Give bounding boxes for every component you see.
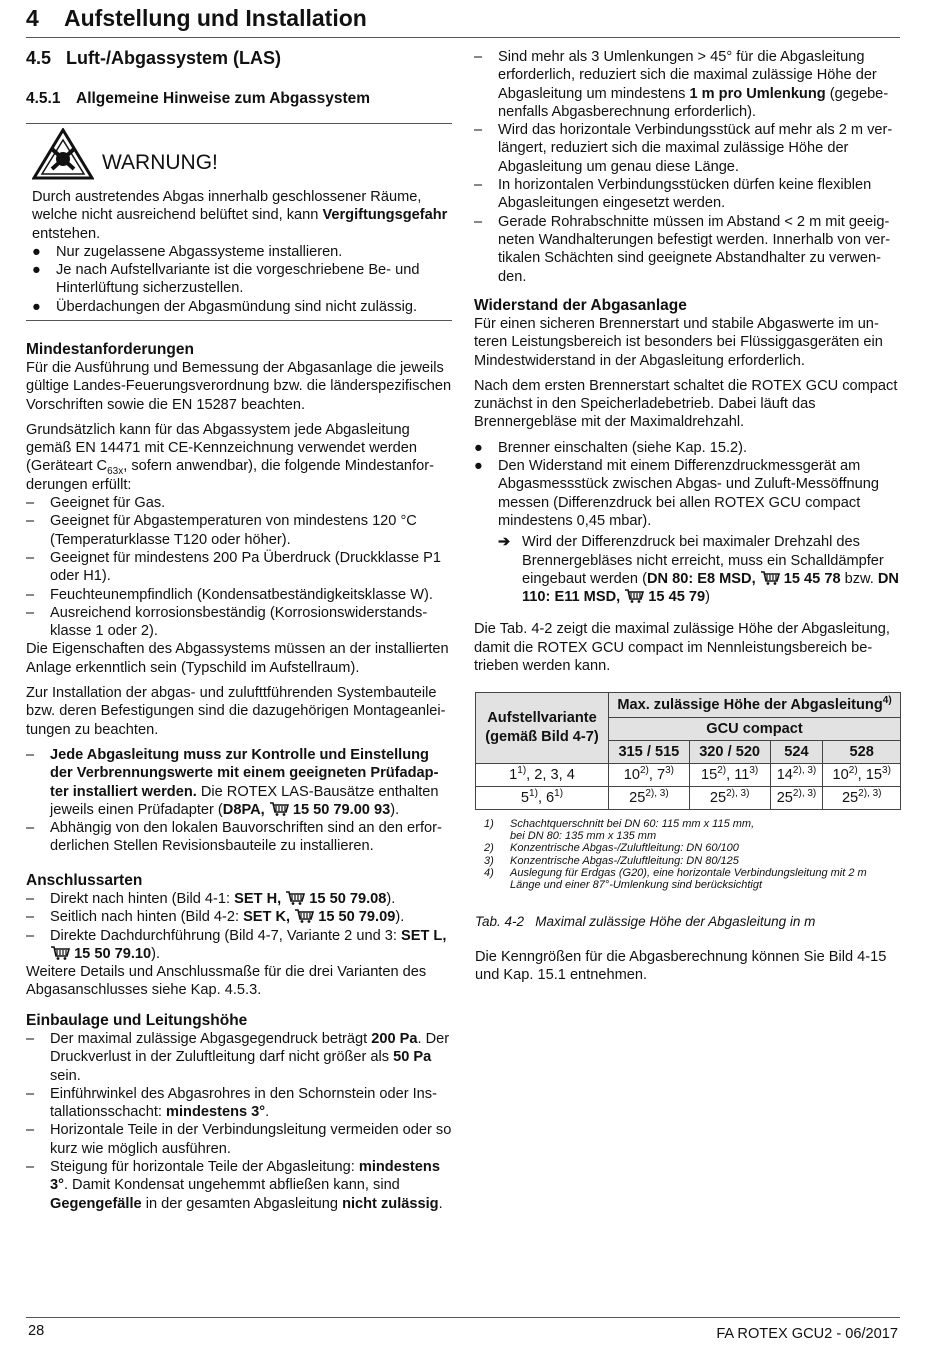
mindest-p2-a: Grundsätzlich kann für das Abgassystem jede Abgasleitung gemäß EN 14471 mit CE-Kennzeichnung verwendet werden (Geräteart C	[26, 421, 418, 475]
widerstand-arrow-c: 15 45 78	[783, 570, 841, 587]
warning-text-bold: Vergiftungsgefahr	[322, 207, 448, 224]
table-cell-text: 25	[776, 789, 793, 806]
footnote-marker: 1)	[484, 818, 494, 830]
page-number: 28	[28, 1323, 45, 1339]
right-dash1-b: 1 m pro Umlenkung	[689, 85, 826, 102]
dash-icon: –	[26, 586, 35, 603]
dash-icon: –	[26, 549, 35, 566]
dash-icon: –	[26, 909, 35, 926]
list-item	[26, 512, 452, 549]
einbau-i2-a: Einführwinkel des Abgasrohres in den Schornstein oder Installationsschacht:	[50, 1085, 437, 1121]
anschluss-i3-c: 15 50 79.10	[74, 945, 152, 962]
list-item-text: Nur zugelassene Abgassysteme installieren.	[56, 243, 343, 260]
footnote-marker: 2)	[484, 842, 494, 855]
table-cell-text: , 15	[857, 766, 883, 783]
footnote	[484, 867, 900, 891]
table-row-label	[476, 764, 609, 787]
dash-icon: –	[26, 1122, 35, 1139]
anschluss-i1-d: ).	[386, 891, 396, 907]
einbau-i1-e: sein.	[50, 1067, 81, 1084]
table-col-header: 528	[823, 741, 901, 764]
mindest-section	[26, 340, 452, 856]
list-item	[474, 439, 900, 457]
subsection-number: 4.5.1	[26, 90, 61, 107]
widerstand-section	[474, 296, 900, 675]
dash-icon: –	[474, 122, 483, 139]
anschluss-i2-c: 15 50 79.09	[318, 909, 396, 926]
anschluss-i3-d: ).	[151, 945, 161, 962]
table-footnotes	[484, 818, 900, 891]
shopping-cart-icon	[294, 909, 314, 923]
table-cell-sup: 2)	[639, 764, 649, 776]
chapter-title: Aufstellung und Installation	[64, 5, 367, 31]
table-header-variant	[476, 693, 609, 764]
table-header-max	[609, 693, 901, 718]
table-cell-text: 10	[832, 766, 849, 783]
dash-icon: –	[26, 820, 35, 837]
table-row-label	[476, 787, 609, 810]
list-item	[26, 494, 452, 512]
widerstand-p3: Die Tab. 4-2 zeigt die maximal zulässige Höhe der Abgasleitung, damit die ROTEX GCU compact im Nennleistungsbereich betrieben werden kann.	[474, 621, 890, 675]
dash-icon: –	[26, 513, 35, 530]
height-table	[475, 692, 901, 810]
einbau-i4-c: . Damit Kondensat ungehemmt abfließen kann, sind	[63, 1177, 400, 1194]
widerstand-heading: Widerstand der Abgasanlage	[474, 297, 687, 314]
dash-icon: –	[26, 604, 35, 621]
chapter-number: 4	[26, 5, 39, 31]
bullet-icon: ●	[474, 458, 483, 475]
table-cell-sup: 3)	[749, 764, 759, 776]
einbau-i4-a: Steigung für horizontale Teile der Abgasleitung:	[50, 1159, 359, 1176]
list-item	[26, 1121, 452, 1158]
dash-icon: –	[26, 1031, 35, 1047]
anschluss-i1-a: Direkt nach hinten (Bild 4-1:	[50, 891, 235, 907]
table-header-max-text: Max. zulässige Höhe der Abgasleitung	[617, 696, 883, 713]
widerstand-bullets	[474, 439, 900, 530]
table-header-max-sup: 4)	[882, 694, 892, 706]
table-cell-text: , 6	[537, 789, 555, 806]
list-item	[26, 586, 452, 604]
dash-icon: –	[26, 495, 35, 512]
footer-rule	[26, 1317, 900, 1318]
footnote-marker: 3)	[484, 854, 494, 867]
footnote-text: Konzentrische Abgas-/Zuluftleitung: DN 60/100	[510, 842, 739, 855]
list-item	[474, 213, 900, 286]
einbau-i1-a: Der maximal zulässige Abgasgegendruck beträgt	[50, 1031, 372, 1047]
list-item	[32, 298, 452, 316]
warning-bottom-rule	[26, 320, 452, 321]
subsection-heading	[26, 89, 370, 109]
anschluss-i2-b: SET K,	[243, 909, 291, 926]
footnote-text: Schachtquerschnitt bei DN 60: 115 mm x 115 mm,	[510, 818, 755, 830]
footnote-text: bei DN 80: 135 mm x 135 mm	[510, 830, 657, 843]
table-cell-sup: 1)	[529, 787, 538, 799]
list-item	[474, 176, 900, 213]
footnote-text: Konzentrische Abgas-/Zuluftleitung: DN 80/125	[510, 854, 739, 867]
table-cell-text: 25	[709, 789, 727, 806]
mindest-dash-list	[26, 494, 452, 640]
anschluss-i2-d: ).	[395, 909, 405, 926]
einbau-i4-f: nicht zulässig	[342, 1195, 439, 1212]
widerstand-arrow-a: Wird der Differenzdruck bei maximaler Drehzahl des Brennergebläses nicht erreicht, muss ein Schalldämpfer eingebaut werden (	[522, 534, 884, 587]
table-cell-sup: 2), 3)	[645, 787, 669, 799]
dash-icon: –	[26, 746, 35, 763]
chapter-heading	[26, 4, 367, 32]
footnote-text: Auslegung für Erdgas (G20), eine horizontale Verbindungsleitung mit 2 m Länge und einer 87°-Umlenkung sind berücksichtigt	[510, 866, 867, 892]
table-cell-text: 10	[623, 766, 640, 783]
dash-icon: –	[26, 1085, 35, 1102]
closing-text: Die Kenngrößen für die Abgasberechnung können Sie Bild 4-15 und Kap. 15.1 entnehmen.	[475, 949, 887, 984]
mindest-d2-bold: Jede Abgasleitung muss zur Kontrolle und Einstellung der Verbrennungswerte mit einem geeigneten Prüfadapter installiert werden.	[50, 746, 439, 800]
shopping-cart-icon	[269, 802, 289, 816]
table-cell-sup: 2), 3)	[792, 764, 817, 776]
einbau-i4-e: in der gesamten Abgasleitung	[141, 1195, 343, 1212]
list-item	[26, 1085, 452, 1122]
anschluss-i3-a: Direkte Dachdurchführung (Bild 4-7, Variante 2 und 3:	[50, 927, 401, 944]
list-item	[32, 243, 452, 261]
mindest-d2-num: 15 50 79.00 93	[292, 801, 391, 818]
anschluss-heading: Anschlussarten	[26, 872, 143, 889]
table-cell	[689, 764, 770, 787]
footnote-marker: 4)	[484, 866, 494, 879]
widerstand-arrow-e: DN 110: E11 MSD,	[522, 570, 899, 606]
list-item	[474, 121, 900, 176]
table-col-header: 524	[770, 741, 823, 764]
widerstand-arrow-b: DN 80: E8 MSD,	[646, 570, 756, 587]
einbau-i1-d: 50 Pa	[393, 1049, 432, 1066]
warning-text-c: entstehen.	[32, 225, 101, 242]
table-header-row	[476, 693, 901, 718]
table-cell-sup: 2), 3)	[726, 787, 750, 799]
bullet-icon: ●	[474, 439, 483, 456]
warning-bullets	[32, 243, 452, 316]
list-item	[26, 549, 452, 586]
einbau-list	[26, 1030, 452, 1213]
right-dash1-a: Sind mehr als 3 Umlenkungen > 45° für die Abgasleitung erforderlich, reduziert sich die maximal zulässige Höhe der Abgasleitung um mindestens	[498, 49, 877, 102]
einbau-heading: Einbaulage und Leitungshöhe	[26, 1012, 248, 1029]
warning-triangle-icon	[32, 128, 94, 180]
list-item-text: Geeignet für Gas.	[50, 495, 166, 512]
list-item-text: Abhängig von den lokalen Bauvorschriften sind an den erforderlichen Stellen Revisionsbauteile zu installieren.	[50, 820, 442, 855]
right-dash-section	[474, 48, 900, 286]
shopping-cart-icon	[760, 571, 780, 585]
table-header-gcu: GCU compact	[609, 718, 901, 741]
table-cell-sup: 1)	[554, 787, 564, 799]
bullet-icon: ●	[32, 243, 41, 260]
list-item-text: In horizontalen Verbindungsstücken dürfen keine flexiblen Abgasleitungen eingesetzt werden.	[498, 177, 872, 212]
table-cell-text: , 11	[726, 766, 750, 783]
anschluss-section	[26, 871, 452, 1000]
table-cell-text: 5	[520, 789, 530, 806]
table-row	[476, 787, 901, 810]
table-cell-sup: 2)	[717, 764, 727, 776]
right-dash-list	[474, 48, 900, 286]
dash-icon: –	[474, 213, 483, 230]
mindest-d2-end: ).	[390, 801, 400, 818]
list-item	[474, 457, 900, 530]
table-row	[476, 764, 901, 787]
table-caption: Tab. 4-2 Maximal zulässige Höhe der Abgasleitung in m	[475, 914, 816, 929]
list-item-text: Feuchteunempfindlich (Kondensatbeständigkeitsklasse W).	[50, 586, 433, 603]
list-item	[26, 1030, 452, 1085]
widerstand-arrow-item	[474, 533, 900, 606]
warning-title: WARNUNG!	[102, 151, 218, 174]
anschluss-i2-a: Seitlich nach hinten (Bild 4-2:	[50, 909, 244, 926]
list-item	[26, 746, 452, 819]
einbau-i4-d: Gegengefälle	[50, 1195, 142, 1212]
list-item	[26, 604, 452, 641]
dash-icon: –	[474, 177, 483, 194]
table-cell	[770, 764, 823, 787]
mindest-heading: Mindestanforderungen	[26, 341, 194, 358]
einbau-i1-c: . Der Druckverlust in der Zuluftleitung darf nicht größer als	[50, 1031, 450, 1066]
section-number: 4.5	[26, 48, 52, 68]
footnote	[484, 842, 900, 854]
table-cell-text: , 7	[648, 766, 666, 783]
table-cell-sup: 2), 3)	[792, 787, 817, 799]
list-item-text: Geeignet für mindestens 200 Pa Überdruck (Druckklasse P1 oder H1).	[50, 549, 441, 585]
mindest-d2-code: D8PA,	[222, 801, 265, 818]
table-cell	[609, 764, 690, 787]
right-dash1-c: (gegebenenfalls Abgasberechnung erforderlich).	[498, 85, 889, 120]
list-item	[32, 261, 452, 298]
list-item-text: Je nach Aufstellvariante ist die vorgeschriebene Be- und Hinterlüftung sicherzustellen.	[56, 262, 420, 297]
shopping-cart-icon	[50, 946, 70, 960]
table-cell-text: 25	[629, 789, 646, 806]
list-item-text: Brenner einschalten (siehe Kap. 15.2).	[498, 439, 748, 456]
mindest-dash-list-2	[26, 746, 452, 856]
warning-body	[32, 188, 452, 316]
list-item	[26, 819, 452, 856]
list-item	[26, 927, 452, 964]
table-header-variant-2: (gemäß Bild 4-7)	[485, 729, 599, 745]
section-title: Luft-/Abgassystem (LAS)	[66, 48, 282, 68]
mindest-d2-a: Die ROTEX LAS-Bausätze enthalten jeweils einen Prüfadapter (	[50, 783, 439, 818]
arrow-right-icon: ➔	[498, 534, 511, 551]
table-cell-sup: 3)	[665, 764, 675, 776]
dash-icon: –	[26, 891, 35, 907]
anschluss-list	[26, 890, 452, 963]
table-cell-sup: 2), 3)	[858, 787, 882, 799]
einbau-i2-c: .	[265, 1104, 270, 1121]
dash-icon: –	[26, 927, 35, 944]
footnote	[484, 830, 900, 842]
table-cell-text: 1	[509, 766, 518, 783]
warning-text	[32, 188, 452, 243]
header-rule	[26, 37, 900, 38]
table-cell	[609, 787, 690, 810]
einbau-i4-g: .	[438, 1195, 443, 1212]
list-item	[26, 890, 452, 908]
table-cell-sup: 3)	[882, 764, 891, 776]
list-item-text: Den Widerstand mit einem Differenzdruckmessgerät am Abgasmessstück zwischen Abgas- und Zuluft-Messöffnung messen (Differenzdruck bei allen ROTEX GCU compact mindestens 0,45 mbar).	[498, 458, 879, 529]
table-cell	[823, 787, 901, 810]
list-item-text: Gerade Rohrabschnitte müssen im Abstand < 2 m mit geeigneten Wandhalterungen befestigt werden. Innerhalb von vertikalen Schächten sind geeignete Abstandhalter zu verwenden.	[498, 213, 891, 285]
shopping-cart-icon	[285, 891, 305, 905]
bullet-icon: ●	[32, 298, 41, 315]
list-item-text: Ausreichend korrosionsbeständig (Korrosionswiderstandsklasse 1 oder 2).	[50, 604, 428, 640]
footnote	[484, 855, 900, 867]
warning-top-rule	[26, 123, 452, 124]
list-item-text: Überdachungen der Abgasmündung sind nicht zulässig.	[56, 298, 418, 315]
widerstand-p2: Nach dem ersten Brennerstart schaltet die ROTEX GCU compact zunächst in den Speicherladebetrieb. Dabei läuft das Brennergebläse mit der Maximaldrehzahl.	[474, 377, 898, 431]
mindest-p4: Zur Installation der abgas- und zulufttführenden Systembauteile bzw. deren Befestigungen sind die dazugehörigen Montageanleitungen zu beachten.	[26, 685, 446, 738]
einbau-i1-b: 200 Pa	[371, 1031, 418, 1047]
table-cell-text: 25	[841, 789, 859, 806]
anschluss-i3-b: SET L,	[400, 927, 447, 944]
table-cell-text: , 2, 3, 4	[526, 766, 575, 783]
mindest-p2-sub: 63x	[107, 466, 124, 478]
doc-id: FA ROTEX GCU2 - 06/2017	[716, 1326, 898, 1342]
subsection-title: Allgemeine Hinweise zum Abgassystem	[76, 90, 371, 107]
table-cell	[689, 787, 770, 810]
widerstand-arrow-f: 15 45 79	[648, 589, 706, 606]
footnote	[484, 818, 900, 830]
table-cell-text: 14	[776, 766, 793, 783]
mindest-p2-b: , sofern anwendbar), die folgende Mindestanforderungen erfüllt:	[26, 458, 434, 493]
dash-icon: –	[26, 1159, 35, 1176]
list-item-text: Horizontale Teile in der Verbindungsleitung vermeiden oder so kurz wie möglich ausführen.	[50, 1122, 452, 1157]
mindest-p3: Die Eigenschaften des Abgassystems müssen an der installierten Anlage erkenntlich sein (Typschild im Aufstellraum).	[26, 641, 449, 676]
widerstand-p1: Für einen sicheren Brennerstart und stabile Abgaswerte im unteren Leistungsbereich ist besonders bei Flüssiggasgeräten ein Mindestwiderstand in der Abgasleitung erforderlich.	[474, 316, 883, 369]
widerstand-arrow-d: bzw.	[840, 570, 878, 587]
table-cell	[770, 787, 823, 810]
anschluss-i1-c: 15 50 79.08	[309, 891, 387, 907]
table-cell-text: 15	[700, 766, 718, 783]
list-item	[26, 908, 452, 926]
dash-icon: –	[474, 49, 483, 65]
list-item	[474, 48, 900, 121]
einbau-i2-b: mindestens 3°	[166, 1104, 266, 1121]
table-cell-sup: 1)	[517, 764, 527, 776]
section-heading	[26, 47, 281, 69]
anschluss-p: Weitere Details und Anschlussmaße für die drei Varianten des Abgasanschlusses siehe Kap. 4.5.3.	[26, 964, 427, 999]
einbau-i4-b: mindestens 3°	[50, 1159, 440, 1194]
bullet-icon: ●	[32, 262, 41, 279]
mindest-p2	[26, 421, 452, 494]
warning-text-a: Durch austretendes Abgas innerhalb geschlossener Räume, welche nicht ausreichend belüftet sind, kann	[32, 189, 422, 224]
widerstand-arrow-g: )	[705, 589, 710, 606]
list-item-text: Geeignet für Abgastemperaturen von mindestens 120 °C (Temperaturklasse T120 oder höher).	[50, 513, 417, 548]
anschluss-i1-b: SET H,	[234, 891, 282, 907]
list-item-text: Wird das horizontale Verbindungsstück auf mehr als 2 m verlängert, reduziert sich die maximal zulässige Höhe der Abgasleitung um genau diese Länge.	[498, 122, 893, 175]
table-cell	[823, 764, 901, 787]
einbau-section	[26, 1011, 452, 1213]
mindest-p1: Für die Ausführung und Bemessung der Abgasanlage die jeweils gültige Landes-Feuerungsverordnung bzw. die länderspezifischen Vorschriften sowie die EN 15287 beachten.	[26, 360, 452, 413]
table-header-variant-1: Aufstellvariante	[487, 710, 597, 726]
shopping-cart-icon	[624, 589, 644, 603]
list-item	[26, 1158, 452, 1213]
table-cell-sup: 2)	[848, 764, 858, 776]
table-col-header: 315 / 515	[609, 741, 690, 764]
table-col-header: 320 / 520	[689, 741, 770, 764]
